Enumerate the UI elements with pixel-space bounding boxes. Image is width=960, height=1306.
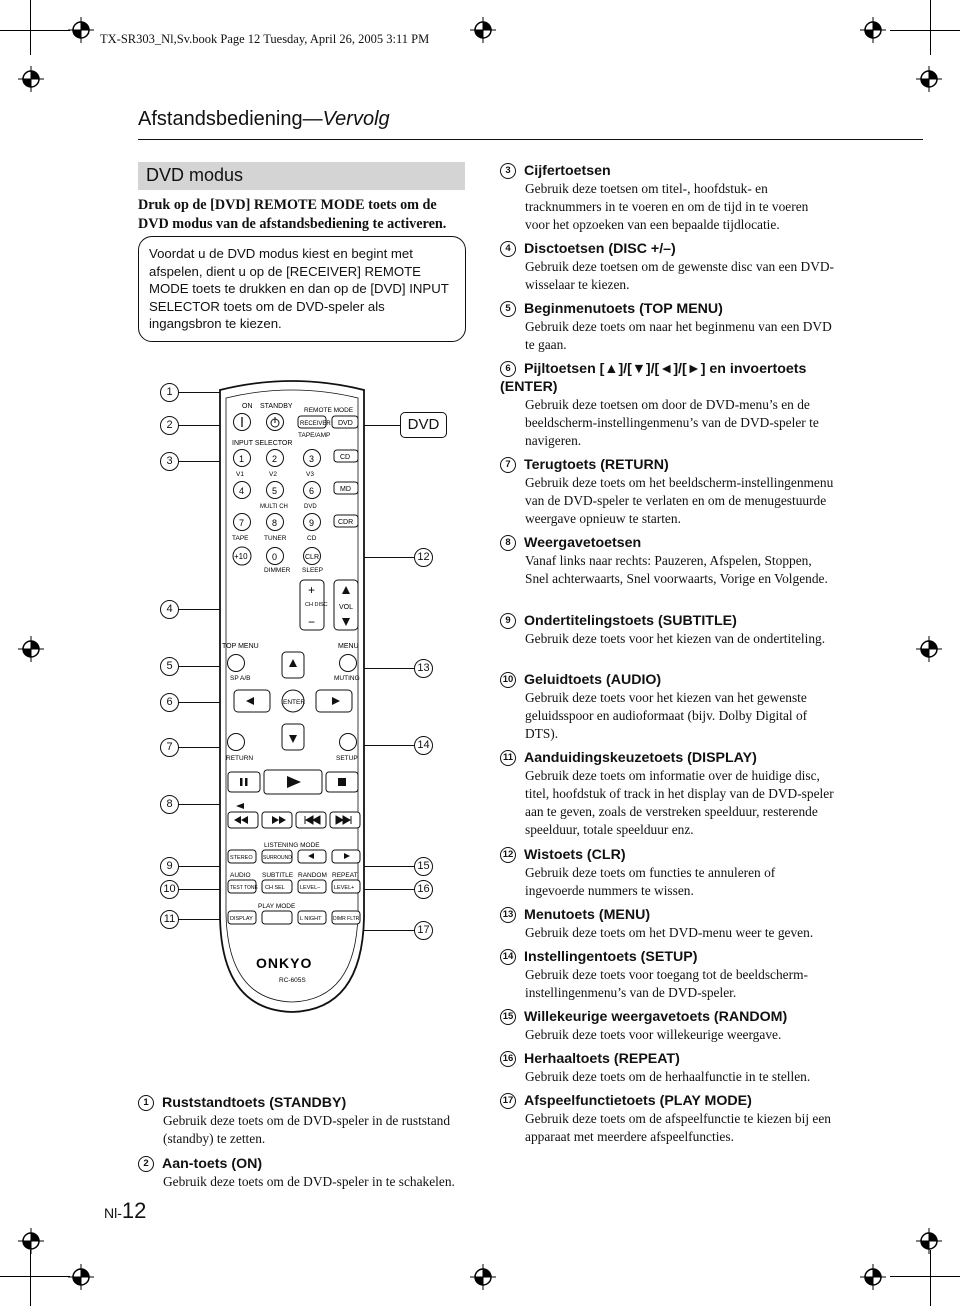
callout-16: 16 [414, 880, 433, 899]
remote-control-illustration [212, 378, 372, 1018]
item-number: 4 [500, 241, 516, 257]
label-3: 3 [309, 454, 315, 464]
label-enter: ENTER [283, 699, 306, 706]
item-title [500, 671, 835, 689]
item-number: 2 [138, 1156, 154, 1172]
label-top-menu: TOP MENU [222, 643, 259, 650]
label-6: 6 [309, 486, 315, 496]
callout-7: 7 [160, 738, 179, 757]
label-input-selector: INPUT SELECTOR [232, 440, 293, 447]
callout-11: 11 [160, 910, 179, 929]
item-number: 5 [500, 301, 516, 317]
crop-mark [0, 1276, 70, 1277]
item-on [138, 1155, 473, 1191]
registration-mark-icon [916, 66, 942, 92]
item-number: 8 [500, 535, 516, 551]
label-on: ON [242, 403, 253, 410]
registration-mark-icon [68, 1264, 94, 1290]
item-title-text: Ruststandtoets (STANDBY) [162, 1095, 347, 1111]
callout-12: 12 [414, 548, 433, 567]
item-description: Gebruik deze toets om de DVD-speler in de ruststand (standby) te zetten. [163, 1113, 451, 1146]
page-title-main: Afstandsbediening— [138, 108, 323, 130]
title-rule [138, 139, 923, 140]
section-title: DVD modus [146, 165, 244, 185]
return-button[interactable] [228, 734, 245, 751]
pause-icon [240, 778, 243, 786]
callout-9: 9 [160, 857, 179, 876]
item-playback-keys [500, 534, 835, 588]
label-tape: TAPE [232, 535, 249, 542]
item-title-text: Cijfertoetsen [524, 163, 611, 179]
label-md: MD [340, 486, 351, 493]
callout-5: 5 [160, 657, 179, 676]
page-title [138, 108, 390, 131]
callout-13: 13 [414, 659, 433, 678]
callout-4: 4 [160, 600, 179, 619]
item-description: Gebruik deze toetsen om door de DVD-menu’s en de beeldscherm-instellingenmenu’s van de DVD-speler te navigeren. [525, 397, 819, 448]
item-title-text: Pijltoetsen [▲]/[▼]/[◄]/[►] en invoertoets (ENTER) [500, 361, 807, 395]
item-number: 13 [500, 907, 516, 923]
callout-17: 17 [414, 921, 433, 940]
label-random: RANDOM [298, 872, 327, 879]
item-description: Gebruik deze toets om naar het beginmenu van een DVD te gaan. [525, 319, 832, 352]
item-description: Gebruik deze toets om de herhaalfunctie in te stellen. [525, 1069, 811, 1084]
item-number: 12 [500, 847, 516, 863]
item-description: Gebruik deze toets voor toegang tot de beeldscherm-instellingenmenu’s van de DVD-speler. [525, 967, 808, 1000]
label-2: 2 [272, 454, 278, 464]
item-title-text: Weergavetoetsen [524, 535, 642, 551]
item-number: 6 [500, 361, 516, 377]
dvd-mode-label: DVD [400, 412, 447, 438]
item-audio [500, 671, 835, 743]
item-menu [500, 906, 835, 942]
item-number: 17 [500, 1093, 516, 1109]
item-arrow-keys [500, 360, 835, 450]
label-tape-amp: TAPE/AMP [298, 432, 331, 439]
item-description: Gebruik deze toets om het beeldscherm-instellingenmenu van de DVD-speler te verlaten en om de menugestuurde weergave opnieuw te starten. [525, 475, 834, 526]
menu-button[interactable] [340, 655, 357, 672]
registration-mark-icon [18, 1228, 44, 1254]
item-description: Gebruik deze toets om de DVD-speler in te schakelen. [163, 1174, 455, 1189]
item-title-text: Aan-toets (ON) [162, 1156, 263, 1172]
item-display [500, 749, 835, 839]
item-description: Gebruik deze toetsen om titel-, hoofdstuk- en tracknummers in te voeren en om de tijd in te voeren voor het opzoeken van een bepaalde tijdlocatie. [525, 181, 809, 232]
item-title-text: Menutoets (MENU) [524, 907, 651, 923]
item-setup [500, 948, 835, 1002]
crop-mark [930, 0, 931, 55]
registration-mark-icon [860, 1264, 886, 1290]
item-description: Gebruik deze toets om het DVD-menu weer te geven. [525, 925, 814, 940]
label-multi-ch: MULTI CH [260, 504, 288, 510]
label-plus10: +10 [234, 552, 248, 561]
item-title-text: Terugtoets (RETURN) [524, 457, 669, 473]
item-disc-keys [500, 240, 835, 294]
item-number: 1 [138, 1095, 154, 1111]
label-surround: SURROUND [263, 855, 292, 861]
label-vol: VOL [339, 604, 354, 611]
label-listening-mode: LISTENING MODE [264, 842, 320, 849]
crop-mark [30, 0, 31, 55]
label-cdr: CDR [338, 519, 354, 526]
registration-mark-icon [470, 1264, 496, 1290]
item-title [500, 1008, 835, 1026]
item-number: 15 [500, 1009, 516, 1025]
label-7: 7 [239, 518, 245, 528]
label-remote-mode: REMOTE MODE [304, 407, 354, 414]
item-title [500, 749, 835, 767]
label-9: 9 [309, 518, 315, 528]
note-text: Voordat u de DVD modus kiest en begint met afspelen, dient u op de [RECEIVER] REMOTE MODE toets te drukken en dan op de [DVD] INPUT SELECTOR toets om de DVD-speler als ingangsbron te kiezen. [149, 246, 449, 331]
crop-mark [30, 1250, 31, 1306]
registration-mark-icon [916, 636, 942, 662]
item-number: 10 [500, 672, 516, 688]
callout-15: 15 [414, 857, 433, 876]
item-title-text: Aanduidingskeuzetoets (DISPLAY) [524, 750, 757, 766]
label-play-mode: PLAY MODE [258, 903, 296, 910]
item-title [500, 300, 835, 318]
item-random [500, 1008, 835, 1044]
disc-minus-icon: − [308, 615, 316, 629]
crop-mark [890, 1276, 960, 1277]
registration-mark-icon [470, 17, 496, 43]
item-description: Gebruik deze toets voor het kiezen van de ondertiteling. [525, 631, 826, 646]
print-header: TX-SR303_Nl,Sv.book Page 12 Tuesday, April 26, 2005 3:11 PM [100, 32, 430, 46]
note-box [138, 236, 466, 342]
callout-2: 2 [160, 416, 179, 435]
label-setup: SETUP [336, 755, 358, 762]
item-title-text: Geluidtoets (AUDIO) [524, 672, 662, 688]
item-title-text: Herhaaltoets (REPEAT) [524, 1051, 680, 1067]
item-title [500, 1092, 835, 1110]
brand-logo: ONKYO [256, 955, 313, 971]
section-heading [138, 162, 465, 190]
registration-mark-icon [18, 636, 44, 662]
item-subtitle [500, 612, 835, 648]
callout-10: 10 [160, 880, 179, 899]
play-mode-button[interactable] [262, 911, 292, 924]
label-cd-small: CD [307, 535, 317, 542]
item-number: 3 [500, 163, 516, 179]
label-5: 5 [272, 486, 278, 496]
item-number: 14 [500, 949, 516, 965]
crop-mark [930, 1250, 931, 1306]
item-title-text: Afspeelfunctietoets (PLAY MODE) [524, 1093, 752, 1109]
callout-3: 3 [160, 452, 179, 471]
item-title [500, 162, 835, 180]
item-description: Gebruik deze toets om informatie over de huidige disc, titel, hoofdstuk of track in het display van de DVD-speler aan te geven, zoals de verstreken speelduur, resterende speelduur, totale speelduur enz. [525, 768, 834, 837]
label-v2: V2 [269, 471, 277, 478]
model-number: RC-605S [279, 977, 306, 984]
item-standby [138, 1094, 473, 1148]
page-number [104, 1198, 146, 1224]
label-dvd: DVD [338, 420, 353, 427]
item-title-text: Willekeurige weergavetoets (RANDOM) [524, 1009, 788, 1025]
label-v1: V1 [236, 471, 244, 478]
label-8: 8 [272, 518, 278, 528]
page-title-continued: Vervolg [322, 108, 390, 130]
item-number-keys [500, 162, 835, 234]
label-test-tone: TEST TONE [230, 885, 258, 891]
setup-button[interactable] [340, 734, 357, 751]
item-title [500, 612, 835, 630]
label-clr: CLR [305, 554, 320, 561]
label-v3: V3 [306, 471, 314, 478]
label-tuner: TUNER [264, 535, 287, 542]
item-title [500, 1050, 835, 1068]
item-title [500, 360, 820, 396]
registration-mark-icon [68, 17, 94, 43]
registration-mark-icon [916, 1228, 942, 1254]
label-4: 4 [239, 486, 245, 496]
callout-8: 8 [160, 795, 179, 814]
disc-plus-icon: + [308, 583, 316, 597]
label-receiver: RECEIVER [300, 421, 331, 427]
pause-icon-bar [245, 778, 248, 786]
label-ch-disc: CH DISC [305, 602, 328, 608]
item-title [138, 1155, 473, 1173]
item-description: Vanaf links naar rechts: Pauzeren, Afspelen, Stoppen, Snel achterwaarts, Snel voorwaarts, Vorige en Volgende. [525, 553, 828, 586]
item-title [500, 846, 835, 864]
label-audio: AUDIO [230, 872, 251, 879]
label-level-plus: LEVEL+ [334, 885, 355, 891]
label-standby: STANDBY [260, 403, 293, 410]
label-0: 0 [272, 552, 278, 562]
top-menu-button[interactable] [228, 655, 245, 672]
label-sleep: SLEEP [302, 567, 323, 574]
label-subtitle: SUBTITLE [262, 872, 294, 879]
item-description: Gebruik deze toetsen om de gewenste disc van een DVD-wisselaar te kiezen. [525, 259, 834, 292]
stop-icon [338, 778, 346, 786]
item-description: Gebruik deze toets om functies te annuleren of ingevoerde nummers te wissen. [525, 865, 776, 898]
item-number: 11 [500, 750, 516, 766]
pause-button[interactable] [228, 772, 260, 792]
label-level-minus: LEVEL− [300, 885, 321, 891]
item-top-menu [500, 300, 835, 354]
item-title [138, 1094, 473, 1112]
item-title-text: Instellingentoets (SETUP) [524, 949, 698, 965]
label-sp-ab: SP A/B [230, 675, 251, 682]
item-clr [500, 846, 835, 900]
label-stereo: STEREO [230, 855, 253, 861]
label-cd: CD [340, 454, 351, 461]
crop-mark [0, 30, 70, 31]
label-return: RETURN [226, 755, 254, 762]
label-muting: MUTING [334, 675, 360, 682]
item-return [500, 456, 835, 528]
callout-6: 6 [160, 693, 179, 712]
intro-text: Druk op de [DVD] REMOTE MODE toets om de DVD modus van de afstandsbediening te activeren. [138, 197, 447, 232]
crop-mark [890, 30, 960, 31]
item-description: Gebruik deze toets voor het kiezen van het gewenste geluidsspoor en audioformaat (bijv. Dolby Digital of DTS). [525, 690, 808, 741]
label-dimmer: DIMMER [264, 567, 291, 574]
item-description: Gebruik deze toets voor willekeurige weergave. [525, 1027, 782, 1042]
item-title-text: Disctoetsen (DISC +/–) [524, 241, 676, 257]
registration-mark-icon [860, 17, 886, 43]
item-title [500, 948, 835, 966]
callout-14: 14 [414, 736, 433, 755]
item-title [500, 906, 835, 924]
callout-1: 1 [160, 383, 179, 402]
label-1: 1 [239, 454, 245, 464]
item-title [500, 534, 835, 552]
label-repeat: REPEAT [332, 872, 358, 879]
label-display: DISPLAY [230, 916, 253, 922]
registration-mark-icon [18, 66, 44, 92]
item-title-text: Ondertitelingstoets (SUBTITLE) [524, 613, 737, 629]
item-description: Gebruik deze toets om de afspeelfunctie te kiezen bij een apparaat met meerdere afspeelfuncties. [525, 1111, 831, 1144]
label-dvd-small: DVD [304, 504, 317, 510]
label-l-night: L NIGHT [300, 916, 322, 922]
label-dimmer-filter: DIMR FLTR [333, 916, 360, 922]
item-title-text: Wistoets (CLR) [524, 847, 626, 863]
item-number: 9 [500, 613, 516, 629]
page-number-value: 12 [121, 1198, 147, 1223]
item-title-text: Beginmenutoets (TOP MENU) [524, 301, 723, 317]
item-title [500, 240, 835, 258]
item-number: 7 [500, 457, 516, 473]
label-ch-sel: CH SEL [265, 885, 285, 891]
item-play-mode [500, 1092, 835, 1146]
item-repeat [500, 1050, 835, 1086]
label-menu: MENU [338, 643, 359, 650]
page-number-prefix: Nl- [104, 1205, 122, 1221]
item-title [500, 456, 835, 474]
item-number: 16 [500, 1051, 516, 1067]
